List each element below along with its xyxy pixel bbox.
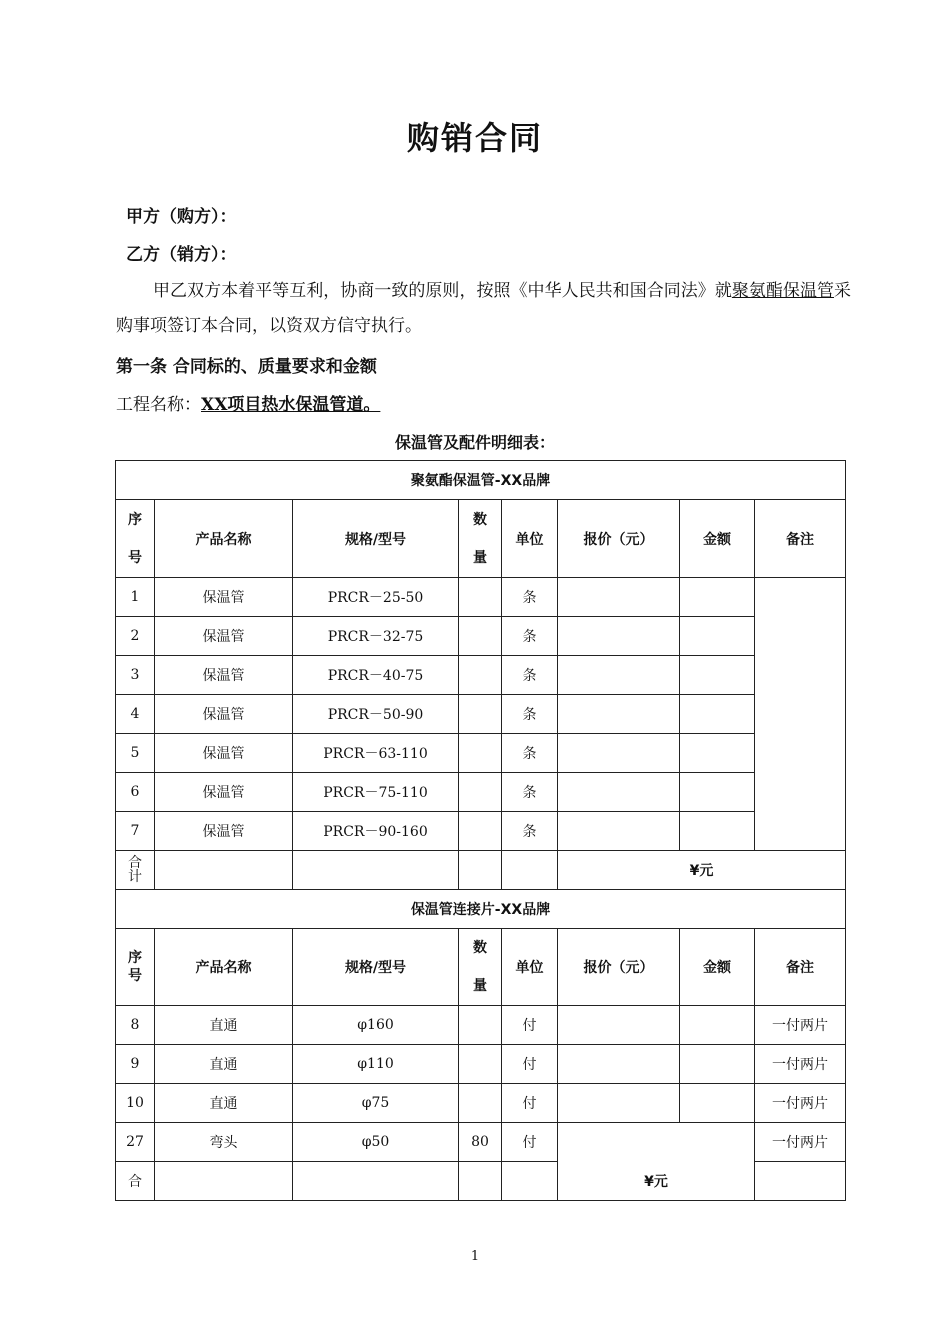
cell-qty xyxy=(459,812,502,851)
cell-seq: 27 xyxy=(116,1123,155,1162)
cell-qty: 80 xyxy=(459,1123,502,1162)
table-row xyxy=(116,773,846,812)
table1-title: 聚氨酯保温管-XX品牌 xyxy=(116,461,846,500)
table-row xyxy=(116,812,846,851)
cell-spec: PRCR－40-75 xyxy=(293,656,459,695)
intro-subject: 聚氨酯保温管 xyxy=(731,281,835,301)
cell-spec: PRCR－50-90 xyxy=(293,695,459,734)
cell-note: 一付两片 xyxy=(755,1123,846,1162)
cell-unit: 付 xyxy=(502,1123,558,1162)
cell-spec: PRCR－63-110 xyxy=(293,734,459,773)
cell-name: 保温管 xyxy=(155,656,293,695)
table2-title: 保温管连接片-XX品牌 xyxy=(116,890,846,929)
cell-amount xyxy=(680,1045,755,1084)
total-empty-cell xyxy=(155,851,293,890)
header-seq: 序号 xyxy=(116,929,155,1006)
header-note: 备注 xyxy=(755,929,846,1006)
cell-price xyxy=(558,1084,680,1123)
cell-qty xyxy=(459,1045,502,1084)
cell-seq: 3 xyxy=(116,656,155,695)
cell-price xyxy=(558,1006,680,1045)
project-line xyxy=(116,390,380,415)
cell-name: 直通 xyxy=(155,1045,293,1084)
header-price: 报价（元） xyxy=(558,500,680,578)
cell-amount xyxy=(680,578,755,617)
total-empty-cell xyxy=(502,851,558,890)
header-unit: 单位 xyxy=(502,929,558,1006)
page-number: 1 xyxy=(470,1249,480,1264)
cell-note: 一付两片 xyxy=(755,1045,846,1084)
document-title: 购销合同 xyxy=(406,119,543,157)
header-seq: 序号 xyxy=(116,500,155,578)
table-row xyxy=(116,1084,846,1123)
cell-amount xyxy=(680,617,755,656)
total-empty-cell xyxy=(755,1162,846,1201)
cell-note: 一付两片 xyxy=(755,1006,846,1045)
total-empty-cell xyxy=(155,1162,293,1201)
cell-unit: 条 xyxy=(502,617,558,656)
cell-qty xyxy=(459,695,502,734)
party-b-label: 乙方（销方）： xyxy=(126,245,237,265)
cell-amount xyxy=(680,1006,755,1045)
cell-name: 保温管 xyxy=(155,734,293,773)
header-name: 产品名称 xyxy=(155,929,293,1006)
cell-unit: 条 xyxy=(502,812,558,851)
table1-header-row xyxy=(116,500,846,578)
cell-price xyxy=(558,812,680,851)
cell-qty xyxy=(459,656,502,695)
table-row xyxy=(116,617,846,656)
cell-unit: 付 xyxy=(502,1084,558,1123)
cell-amount xyxy=(680,695,755,734)
cell-spec: φ160 xyxy=(293,1006,459,1045)
cell-seq: 9 xyxy=(116,1045,155,1084)
cell-price xyxy=(558,734,680,773)
intro-text-after: 采购事项签订本合同，以资双方信守执行。 xyxy=(116,281,852,336)
table-row xyxy=(116,1045,846,1084)
cell-seq: 7 xyxy=(116,812,155,851)
cell-spec: PRCR－32-75 xyxy=(293,617,459,656)
table-row xyxy=(116,1006,846,1045)
cell-spec: φ50 xyxy=(293,1123,459,1162)
cell-unit: 条 xyxy=(502,773,558,812)
header-qty: 数量 xyxy=(459,929,502,1006)
cell-unit: 付 xyxy=(502,1006,558,1045)
cell-name: 保温管 xyxy=(155,695,293,734)
header-spec: 规格/型号 xyxy=(293,500,459,578)
cell-seq: 10 xyxy=(116,1084,155,1123)
table1-total-row xyxy=(116,851,846,890)
cell-spec: PRCR－90-160 xyxy=(293,812,459,851)
cell-name: 保温管 xyxy=(155,578,293,617)
cell-amount xyxy=(680,1084,755,1123)
table-row xyxy=(116,695,846,734)
total-empty-cell xyxy=(502,1162,558,1201)
total-empty-cell xyxy=(459,1162,502,1201)
cell-amount xyxy=(680,812,755,851)
cell-price xyxy=(558,656,680,695)
cell-note-merged xyxy=(755,578,846,851)
cell-spec: PRCR－25-50 xyxy=(293,578,459,617)
cell-spec: φ110 xyxy=(293,1045,459,1084)
cell-amount xyxy=(680,773,755,812)
section-1-heading: 第一条 合同标的、质量要求和金额 xyxy=(116,357,377,377)
cell-unit: 条 xyxy=(502,734,558,773)
cell-seq: 2 xyxy=(116,617,155,656)
cell-name: 直通 xyxy=(155,1006,293,1045)
header-spec: 规格/型号 xyxy=(293,929,459,1006)
table2-header-row xyxy=(116,929,846,1006)
cell-qty xyxy=(459,734,502,773)
cell-qty xyxy=(459,1006,502,1045)
table-caption: 保温管及配件明细表： xyxy=(394,433,555,452)
cell-price xyxy=(558,578,680,617)
table1-title-row xyxy=(116,461,846,500)
cell-name: 保温管 xyxy=(155,812,293,851)
cell-seq: 5 xyxy=(116,734,155,773)
total-value: ¥元 xyxy=(558,1123,755,1201)
table2-title-row xyxy=(116,890,846,929)
cell-name: 保温管 xyxy=(155,773,293,812)
cell-note: 一付两片 xyxy=(755,1084,846,1123)
total-label: 合计 xyxy=(116,851,155,890)
intro-text-before: 甲乙双方本着平等互利，协商一致的原则，按照《中华人民共和国合同法》就 xyxy=(153,281,732,301)
header-qty: 数量 xyxy=(459,500,502,578)
total-empty-cell xyxy=(293,1162,459,1201)
table-row xyxy=(116,734,846,773)
cell-qty xyxy=(459,1084,502,1123)
header-name: 产品名称 xyxy=(155,500,293,578)
cell-qty xyxy=(459,773,502,812)
table-row xyxy=(116,578,846,617)
cell-name: 直通 xyxy=(155,1084,293,1123)
cell-spec: PRCR－75-110 xyxy=(293,773,459,812)
cell-spec: φ75 xyxy=(293,1084,459,1123)
total-empty-cell xyxy=(459,851,502,890)
cell-seq: 1 xyxy=(116,578,155,617)
cell-price xyxy=(558,773,680,812)
table-row xyxy=(116,656,846,695)
table-row xyxy=(116,1123,846,1162)
cell-price xyxy=(558,617,680,656)
cell-name: 保温管 xyxy=(155,617,293,656)
project-name: XX项目热水保温管道。 xyxy=(201,395,381,415)
cell-amount xyxy=(680,734,755,773)
cell-price xyxy=(558,1045,680,1084)
detail-table xyxy=(115,460,846,1201)
cell-seq: 8 xyxy=(116,1006,155,1045)
cell-seq: 4 xyxy=(116,695,155,734)
total-label: 合 xyxy=(116,1162,155,1201)
intro-paragraph xyxy=(116,274,851,344)
header-note: 备注 xyxy=(755,500,846,578)
cell-name: 弯头 xyxy=(155,1123,293,1162)
cell-unit: 付 xyxy=(502,1045,558,1084)
header-amount: 金额 xyxy=(680,500,755,578)
cell-amount xyxy=(680,656,755,695)
cell-unit: 条 xyxy=(502,656,558,695)
cell-unit: 条 xyxy=(502,695,558,734)
total-value: ¥元 xyxy=(558,851,846,890)
header-amount: 金额 xyxy=(680,929,755,1006)
header-unit: 单位 xyxy=(502,500,558,578)
party-a-label: 甲方（购方）： xyxy=(126,207,237,227)
project-label: 工程名称： xyxy=(116,395,201,415)
cell-qty xyxy=(459,617,502,656)
cell-price xyxy=(558,695,680,734)
cell-qty xyxy=(459,578,502,617)
header-price: 报价（元） xyxy=(558,929,680,1006)
total-empty-cell xyxy=(293,851,459,890)
cell-unit: 条 xyxy=(502,578,558,617)
cell-seq: 6 xyxy=(116,773,155,812)
